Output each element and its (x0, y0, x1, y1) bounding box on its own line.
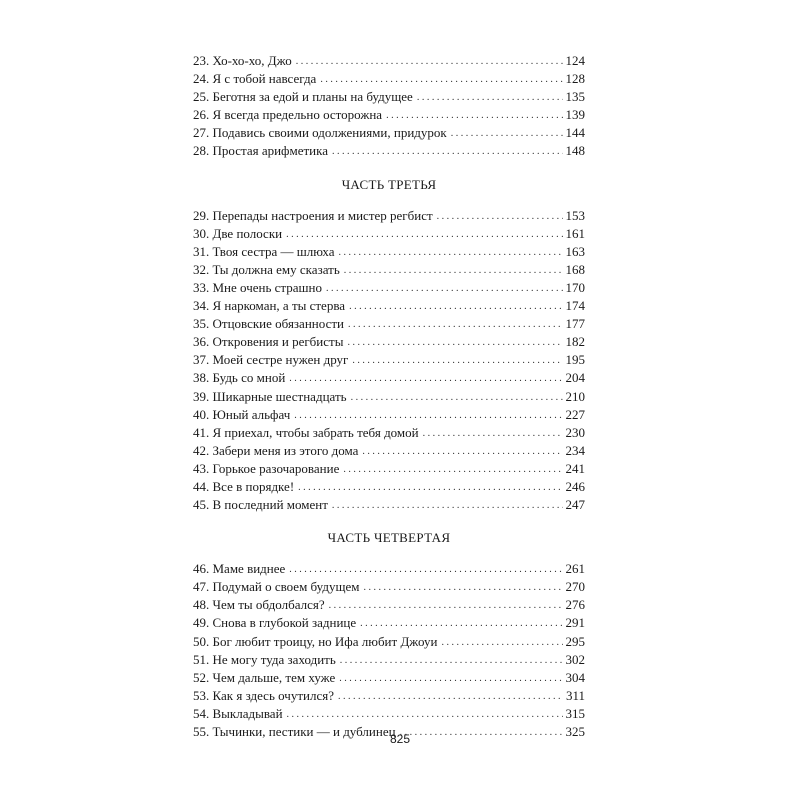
chapter-title: 37. Моей сестре нужен друг (193, 352, 349, 368)
dot-leader (417, 89, 563, 107)
toc-entry (193, 478, 585, 496)
chapter-title: 24. Я с тобой навсегда (193, 71, 317, 87)
toc-entry (193, 297, 585, 315)
toc-entry (193, 124, 585, 142)
chapter-page-number: 311 (565, 687, 585, 703)
dot-leader (320, 71, 563, 89)
chapter-title: 44. Все в порядке! (193, 478, 295, 494)
dot-leader (363, 579, 563, 597)
chapter-page-number: 234 (565, 442, 585, 458)
dot-leader (287, 706, 563, 724)
chapter-page-number: 325 (565, 724, 585, 739)
dot-leader (348, 316, 563, 334)
toc-entry (193, 351, 585, 369)
toc-entry (193, 388, 585, 406)
chapter-title: 30. Две полоски (193, 225, 283, 241)
toc-entry (193, 669, 585, 687)
toc-entry (193, 369, 585, 387)
chapter-page-number: 247 (565, 497, 585, 513)
dot-leader (343, 461, 563, 479)
chapter-title: 23. Хо-хо-хо, Джо (193, 53, 292, 68)
dot-leader (329, 597, 563, 615)
toc-entry (193, 496, 585, 514)
chapter-page-number: 315 (565, 705, 585, 721)
chapter-title: 25. Беготня за едой и планы на будущее (193, 89, 413, 105)
chapter-page-number: 161 (565, 225, 585, 241)
page-number: 825 (389, 732, 411, 746)
chapter-page-number: 128 (565, 71, 585, 87)
dot-leader (360, 615, 563, 633)
chapter-title: 33. Мне очень страшно (193, 279, 322, 295)
toc-entry (193, 225, 585, 243)
dot-leader (362, 443, 563, 461)
chapter-page-number: 261 (565, 561, 585, 577)
dot-leader (296, 53, 563, 71)
chapter-page-number: 153 (565, 207, 585, 223)
table-of-contents (193, 52, 585, 741)
chapter-title: 50. Бог любит троицу, но Ифа любит Джоуи (193, 633, 438, 649)
chapter-page-number: 177 (565, 316, 585, 332)
toc-entry (193, 70, 585, 88)
toc-entry (193, 315, 585, 333)
chapter-title: 39. Шикарные шестнадцать (193, 388, 347, 404)
dot-leader (339, 670, 563, 688)
chapter-title: 29. Перепады настроения и мистер регбист (193, 207, 433, 223)
dot-leader (386, 107, 563, 125)
chapter-title: 31. Твоя сестра — шлюха (193, 243, 335, 259)
chapter-page-number: 304 (565, 669, 585, 685)
chapter-title: 46. Маме виднее (193, 561, 286, 577)
chapter-page-number: 210 (565, 388, 585, 404)
dot-leader (351, 389, 563, 407)
part-heading: ЧАСТЬ ТРЕТЬЯ (341, 176, 437, 192)
toc-entry (193, 243, 585, 261)
dot-leader (294, 407, 563, 425)
toc-entry (193, 578, 585, 596)
dot-leader (437, 208, 563, 226)
chapter-page-number: 182 (565, 334, 585, 350)
chapter-page-number: 148 (565, 143, 585, 159)
dot-leader (344, 262, 563, 280)
chapter-page-number: 302 (565, 651, 585, 667)
toc-entry (193, 560, 585, 578)
chapter-title: 34. Я наркоман, а ты стерва (193, 298, 346, 314)
chapter-title: 45. В последний момент (193, 497, 328, 513)
dot-leader (286, 226, 563, 244)
toc-entry (193, 207, 585, 225)
chapter-title: 32. Ты должна ему сказать (193, 261, 340, 277)
chapter-title: 49. Снова в глубокой заднице (193, 615, 357, 631)
chapter-title: 51. Не могу туда заходить (193, 651, 336, 667)
toc-entry (193, 614, 585, 632)
chapter-title: 54. Выкладывай (193, 705, 283, 721)
chapter-page-number: 174 (565, 298, 585, 314)
chapter-title: 47. Подумай о своем будущем (193, 579, 360, 595)
chapter-title: 26. Я всегда предельно осторожна (193, 107, 383, 123)
dot-leader (349, 298, 563, 316)
toc-entry (193, 279, 585, 297)
dot-leader (338, 688, 563, 706)
chapter-title: 53. Как я здесь очутился? (193, 687, 334, 703)
chapter-page-number: 276 (565, 597, 585, 613)
dot-leader (332, 143, 563, 161)
toc-entry (193, 633, 585, 651)
dot-leader (451, 125, 563, 143)
chapter-page-number: 204 (565, 370, 585, 386)
chapter-page-number: 170 (565, 279, 585, 295)
chapter-title: 35. Отцовские обязанности (193, 316, 344, 332)
chapter-title: 48. Чем ты обдолбался? (193, 597, 325, 613)
chapter-page-number: 135 (565, 89, 585, 105)
part-heading: ЧАСТЬ ЧЕТВЕРТАЯ (327, 530, 451, 546)
dot-leader (441, 634, 563, 652)
dot-leader (352, 352, 563, 370)
dot-leader (423, 425, 563, 443)
toc-entry (193, 687, 585, 705)
toc-entry (193, 460, 585, 478)
chapter-page-number: 241 (565, 460, 585, 476)
toc-entry (193, 261, 585, 279)
chapter-title: 28. Простая арифметика (193, 143, 328, 159)
dot-leader (332, 497, 563, 515)
chapter-page-number: 139 (565, 107, 585, 123)
chapter-page-number: 270 (565, 579, 585, 595)
chapter-title: 36. Откровения и регбисты (193, 334, 344, 350)
toc-entry (193, 424, 585, 442)
toc-entry (193, 52, 585, 70)
dot-leader (339, 244, 563, 262)
chapter-title: 40. Юный альфач (193, 406, 291, 422)
dot-leader (289, 561, 563, 579)
toc-entry (193, 442, 585, 460)
toc-entry (193, 142, 585, 160)
chapter-page-number: 163 (565, 243, 585, 259)
dot-leader (326, 280, 563, 298)
chapter-title: 42. Забери меня из этого дома (193, 442, 359, 458)
chapter-page-number: 230 (565, 424, 585, 440)
chapter-page-number: 227 (565, 406, 585, 422)
dot-leader (340, 652, 563, 670)
chapter-page-number: 295 (565, 633, 585, 649)
toc-entry (193, 88, 585, 106)
toc-entry (193, 333, 585, 351)
chapter-page-number: 195 (565, 352, 585, 368)
chapter-title: 43. Горькое разочарование (193, 460, 340, 476)
toc-entry (193, 406, 585, 424)
chapter-page-number: 291 (565, 615, 585, 631)
toc-entry (193, 596, 585, 614)
chapter-title: 52. Чем дальше, тем хуже (193, 669, 336, 685)
chapter-title: 27. Подавись своими одолжениями, придурок (193, 125, 447, 141)
chapter-page-number: 144 (565, 125, 585, 141)
chapter-page-number: 168 (565, 261, 585, 277)
chapter-page-number: 246 (565, 478, 585, 494)
chapter-page-number: 124 (565, 53, 585, 68)
chapter-title: 38. Будь со мной (193, 370, 286, 386)
dot-leader (347, 334, 563, 352)
toc-entry (193, 705, 585, 723)
chapter-title: 55. Тычинки, пестики — и дублинец (193, 724, 396, 739)
chapter-title: 41. Я приехал, чтобы забрать тебя домой (193, 424, 419, 440)
toc-entry (193, 106, 585, 124)
dot-leader (298, 479, 563, 497)
dot-leader (289, 370, 563, 388)
toc-entry (193, 651, 585, 669)
